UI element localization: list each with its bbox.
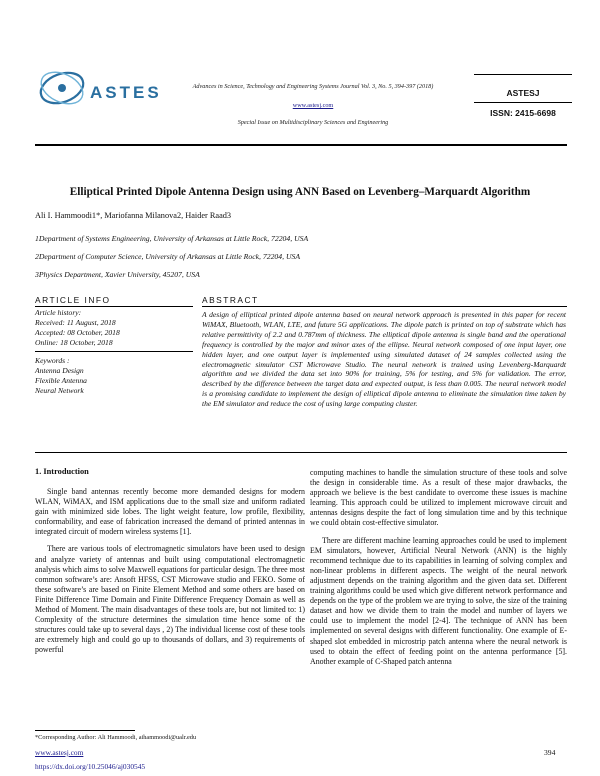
online-date: Online: 18 October, 2018 [35, 338, 113, 347]
article-info-rule [35, 306, 193, 307]
intro-paragraph: There are various tools of electromagnetic simulators have been used to design and analyze variety of antennas and built using computational electromagnetic analysis which aims to solve Maxwell equations for particular design. The three most common software’s are: Ansoft HFSS, CST Microwave studio and FEKO. Some of these software’s are based on Finite Element Method and some others are based on Finite Difference Time Domain and Finite Difference Frequency Domain as well as Method of Moment. The main disadvantages of these tools are, but not limited to: 1) Complexity of the structure determines the simulation time hence some of the structures could take up to several days , 2) The individual license cost of these tools are extremely high and could go up to thousands of dollars, and 3) requirements of powerful [35, 544, 305, 655]
keyword-item: Flexible Antenna [35, 376, 87, 385]
left-column [35, 487, 305, 663]
right-column [310, 468, 567, 674]
abstract-heading: ABSTRACT [202, 295, 259, 305]
accepted-date: Accepted: 08 October, 2018 [35, 328, 120, 337]
introduction-heading: 1. Introduction [35, 467, 89, 476]
footer-doi-link[interactable]: https://dx.doi.org/10.25046/aj030545 [35, 762, 146, 771]
author-list: Ali I. Hammoodi1*, Mariofanna Milanova2, Haider Raad3 [35, 211, 232, 220]
abstract-rule [202, 306, 567, 307]
footer-website-link[interactable]: www.astesj.com [35, 748, 84, 757]
history-label: Article history: [35, 308, 82, 317]
article-info-heading: ARTICLE INFO [35, 295, 111, 305]
page-number: 394 [544, 748, 556, 757]
issn-label: ISSN: 2415-6698 [490, 108, 556, 118]
article-history [35, 308, 193, 348]
abstract-bottom-rule [35, 452, 567, 453]
keyword-item: Antenna Design [35, 366, 84, 375]
intro-paragraph: Single band antennas recently become more demanded designs for modern WLAN, WiMAX, and ISM applications due to the small size and uniform radiated gain with minimized side lobes. The light weight feature, low profile, flexibility, conformability, and ease of fabrication increased the demand of printed antennas in integrated circuit of modern wireless systems [1]. [35, 487, 305, 537]
footnote-rule [35, 730, 135, 731]
journal-logo [36, 66, 88, 108]
issn-top-rule [474, 74, 572, 75]
logo-text: ASTES [90, 83, 162, 102]
intro-paragraph: There are different machine learning approaches could be used to implement EM simulators, however, Artificial Neural Network (ANN) is the highly recommend technique due to its capabilities in learning of solving complex and non-linear problems in different aspects. The weight of the neural network adjustment depends on the training algorithm and the given data set. Different training algorithms could be used which give different network performance and depends on the type of the problem we are trying to solve, the size of the training dataset and how we divide them to train the model and number of layers we could use to implement the model [2-4]. The technique of ANN has been implemented on several designs with different functionality. One example of E-shaped slot embedded in microstrip patch antenna where the neural network is used to obtain the effect of feeding point on the antenna performance [5]. Another example of C-Shaped patch antenna [310, 535, 567, 666]
issn-mid-rule [474, 102, 572, 103]
journal-citation-line: Advances in Science, Technology and Engineering Systems Journal Vol. 3, No. 5, 394-397 (2018) [192, 83, 434, 90]
corresponding-author-footnote: *Corresponding Author: Ali Hammoodi, aihammoodi@ualr.edu [35, 734, 197, 741]
keywords-rule [35, 351, 193, 352]
special-issue-line: Special Issue on Multidisciplinary Sciences and Engineering [237, 119, 389, 126]
intro-paragraph: computing machines to handle the simulation structure of these tools and solve the design in considerable time. As a result of these major drawbacks, the approach we believe is the best candidate to overcome these issues is machine learning. This approach could be utilized to implement microwave circuit and antennas designs despite the fact of long simulation time and by this technique we could obtain cost-effective simulator. [310, 468, 567, 528]
keyword-item: Neural Network [35, 386, 84, 395]
brand-label: ASTESJ [506, 88, 540, 98]
affiliation-1: 1Department of Systems Engineering, University of Arkansas at Little Rock, 72204, USA [35, 234, 309, 243]
journal-logo-icon [36, 66, 88, 108]
journal-website-link[interactable]: www.astesj.com [292, 102, 334, 109]
affiliation-2: 2Department of Computer Science, University of Arkansas at Little Rock, 72204, USA [35, 252, 301, 261]
received-date: Received: 11 August, 2018 [35, 318, 116, 327]
keywords-block [35, 356, 193, 396]
affiliation-3: 3Physics Department, Xavier University, 45207, USA [35, 270, 200, 279]
issn-box [474, 74, 572, 118]
abstract-text: A design of elliptical printed dipole antenna based on neural network approach is presented in this paper for recent WiMAX, Bluetooth, WLAN, LTE, and future 5G applications. The dipole patch is printed on top of substrate which has relative permittivity of 2.2 and 0.787mm of thickness. The elliptical dipole antenna is single band and the operational frequency is controlled by the major and minor axes of the ellipse. Neural network composed of one input layer, one hidden layer, and one output layer is implemented using simulated dataset of 24 samples collected using the electromagnetic simulator CST Microwave Studio. The neural network is trained using Levenberg-Marquardt algorithm and we divided the data set into 90% for training, 5% for testing, and 5% for validation. The error, described by the difference between the target data and expected output, is less than 0.005. The neural network model is a promising candidate to implement the design of elliptical dipole antenna to eliminate the simulation time taken by the EM simulator and reduce the cost of using large computing cluster. [202, 310, 566, 409]
header-divider [35, 144, 567, 146]
keywords-label: Keywords : [35, 356, 70, 365]
paper-title: Elliptical Printed Dipole Antenna Design using ANN Based on Levenberg–Marquardt Algorithm [69, 186, 531, 198]
